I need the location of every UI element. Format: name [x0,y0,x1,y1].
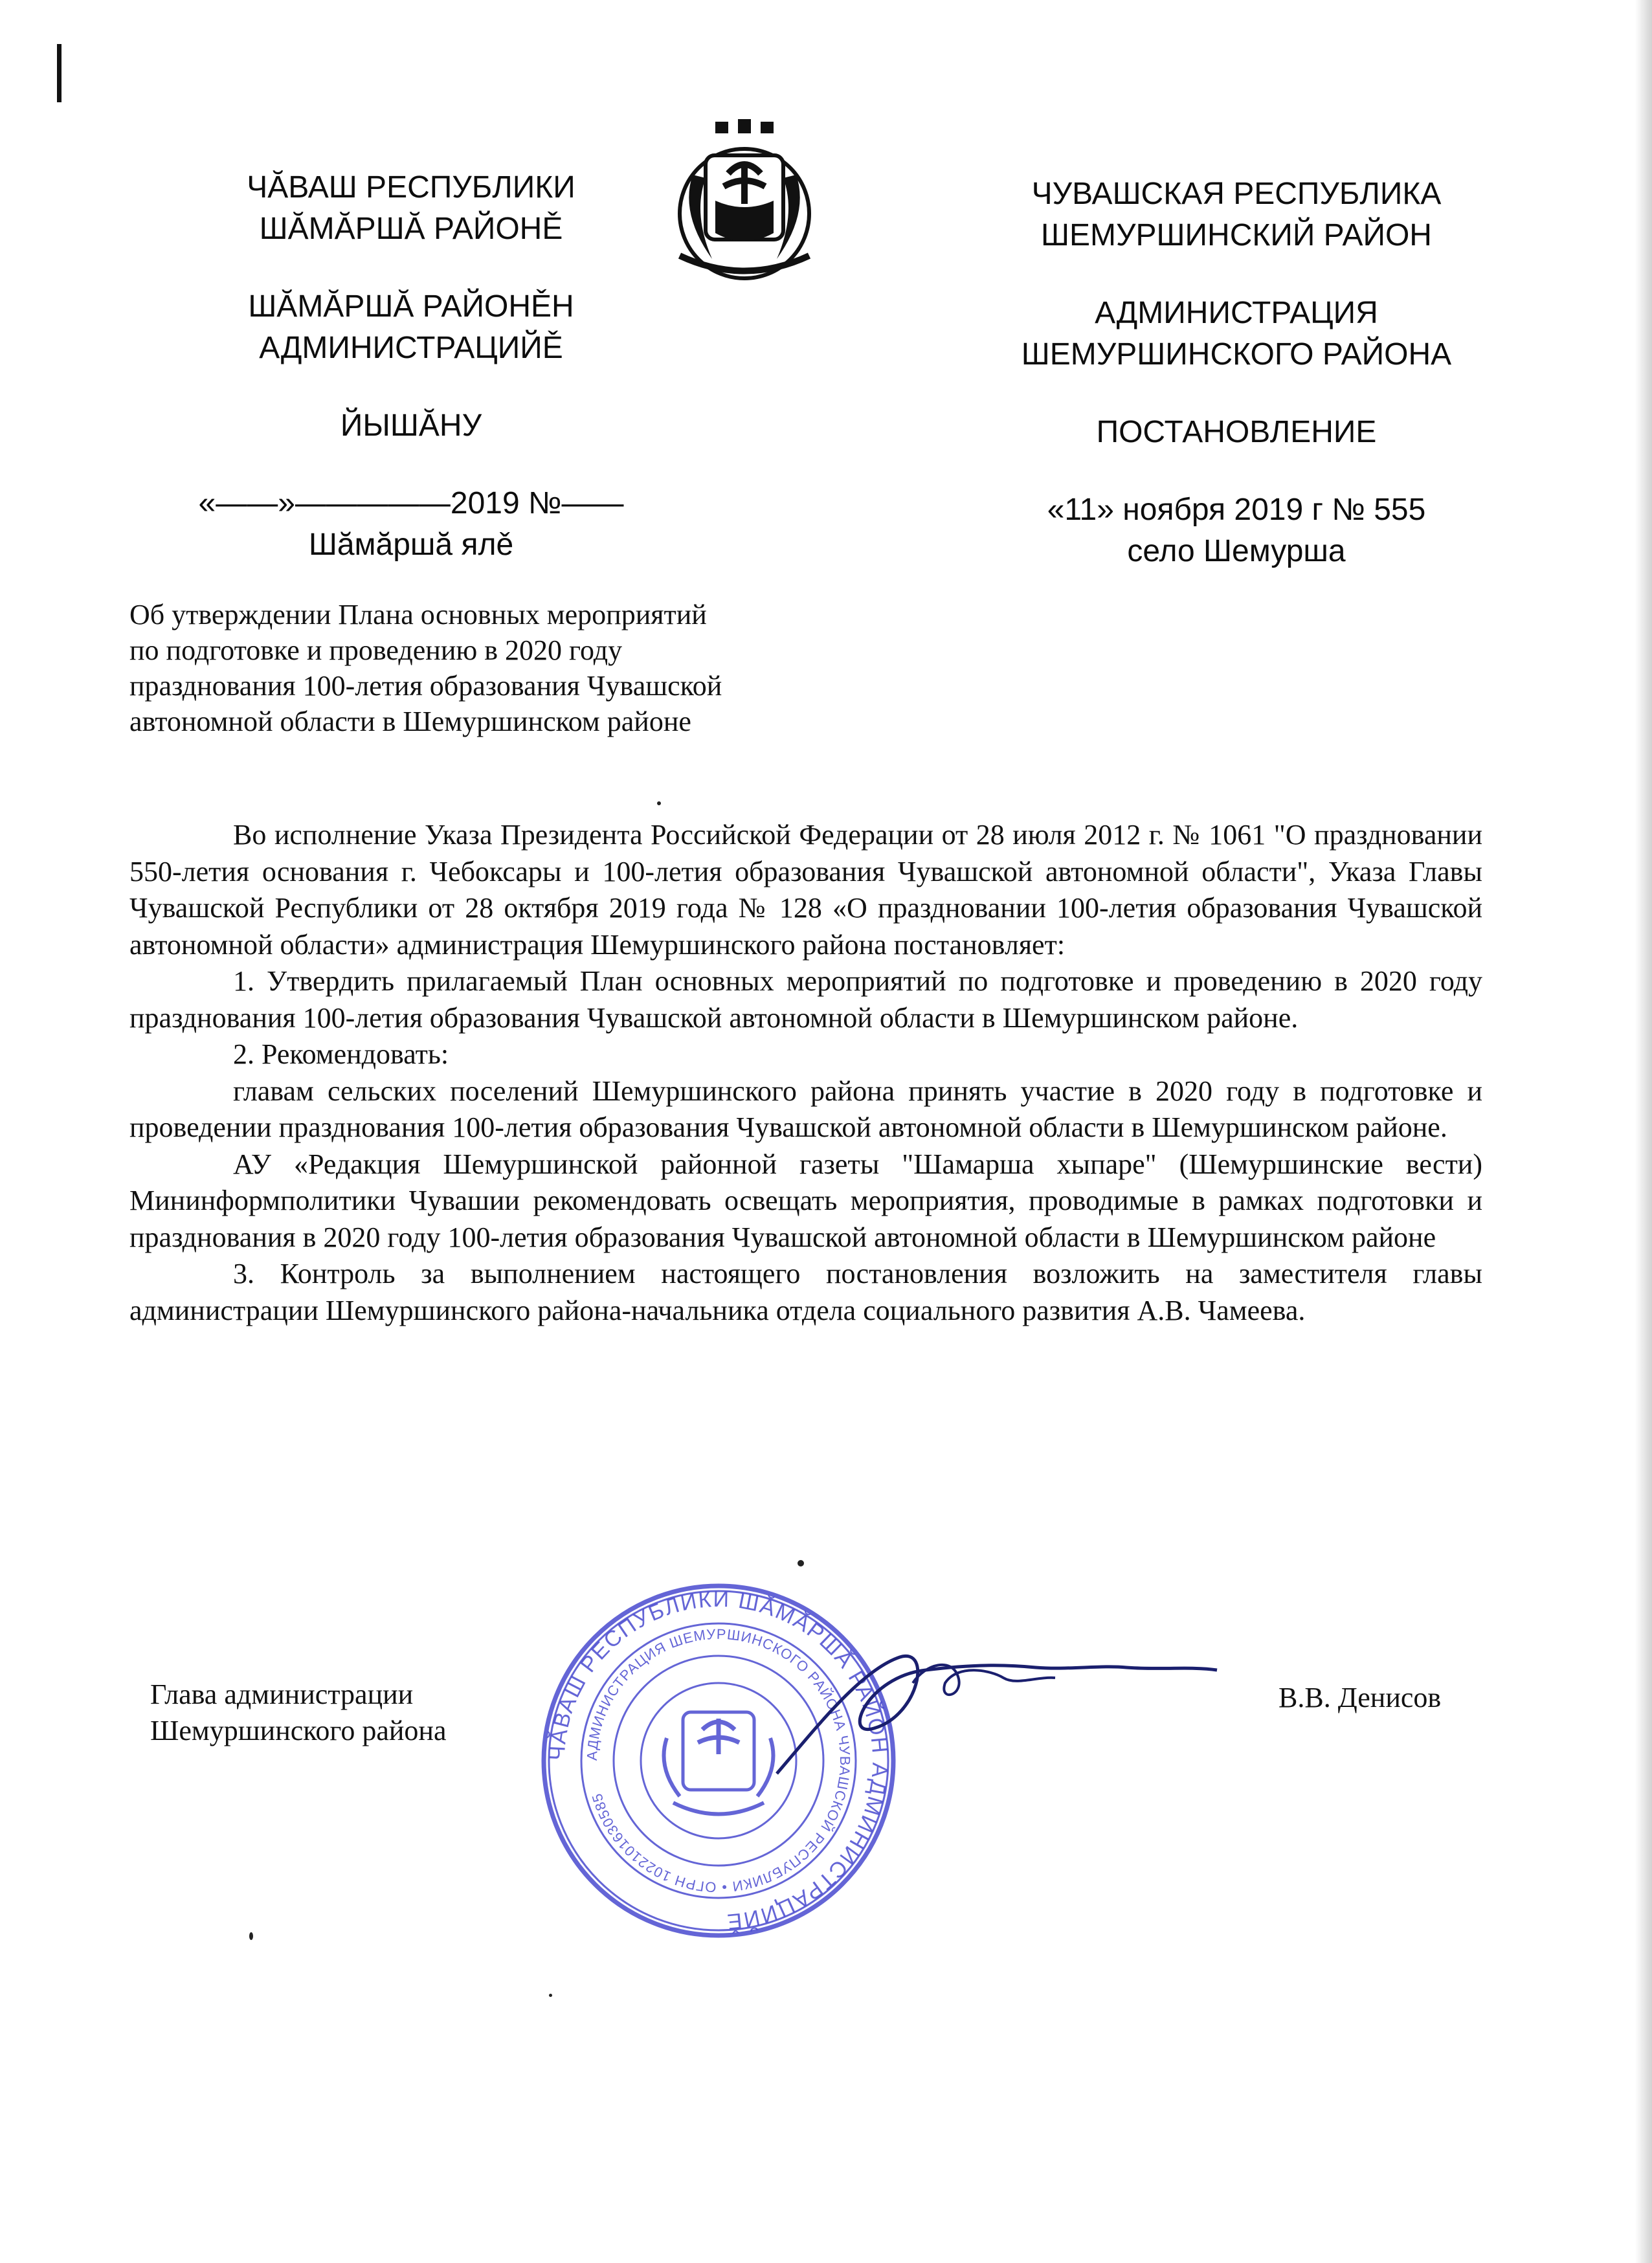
signature-position [150,1677,447,1749]
stamp-outer-text: ЧĂВАШ РЕСПУБЛИКИ ШĂМĂРШĂ РАЙОН АДМИНИСТРАЦИЙĚ [544,1587,893,1934]
scan-speck [549,1994,552,1997]
header-left-place: Шăмăршă ялě [308,528,514,562]
title-line4: автономной области в Шемуршинском районе [129,706,691,737]
header-right-line1: ЧУВАШСКАЯ РЕСПУБЛИКА [1031,177,1442,211]
signature-position-line2: Шемуршинского района [150,1715,447,1746]
header-right-line3: АДМИНИСТРАЦИЯ [1095,296,1378,330]
scan-speck [249,1932,253,1940]
header-right-place: село Шемурша [1127,534,1346,568]
header-left-line1: ЧĂВАШ РЕСПУБЛИКИ [247,170,575,205]
signatory-name: В.В. Денисов [1278,1682,1442,1713]
header-left-line3: ШĂМĂРШĂ РАЙОНĚН [248,289,574,324]
header-right-doc-type: ПОСТАНОВЛЕНИЕ [1096,415,1377,449]
body-paragraph-item2: 2. Рекомендовать: [233,1038,449,1070]
scan-edge-shadow [1635,0,1652,2263]
body-paragraph-item1: 1. Утвердить прилагаемый План основных мероприятий по подготовке и проведению в 2020 году празднования 100-летия образования Чувашской автономной области в Шемуршинском районе. [129,965,1482,1034]
title-line3: празднования 100-летия образования Чувашской [129,670,722,702]
stamp-inner-text: АДМИНИСТРАЦИЯ ШЕМУРШИНСКОГО РАЙОНА ЧУВАШСКОЙ РЕСПУБЛИКИ • ОГРН 1022101630585 [583,1625,854,1896]
coat-of-arms-emblem [654,117,835,285]
body-paragraph-recommend-settlements: главам сельских поселений Шемуршинского района принять участие в 2020 году в подготовке и проведении празднования 100-летия образования Чувашской автономной области в Шемуршинском районе. [129,1075,1482,1143]
header-left [149,167,673,566]
header-right [926,173,1547,572]
header-right-line2: ШЕМУРШИНСКИЙ РАЙОН [1041,218,1432,252]
handwritten-signature [764,1618,1230,1787]
scan-speck [798,1560,804,1566]
title-line1: Об утверждении Плана основных мероприятий [129,599,707,630]
signature-position-line1: Глава администрации [150,1678,414,1710]
title-line2: по подготовке и проведению в 2020 году [129,634,623,666]
body-paragraph-preamble: Во исполнение Указа Президента Российской Федерации от 28 июля 2012 г. № 1061 "О праздновании 550-летия основания г. Чебоксары и 100-летия образования Чувашской автономной области", Указа Главы Чувашской Республики от 28 октября 2019 года № 128 «О праздновании 100-летия образования Чувашской автономной области» администрация Шемуршинского района постановляет: [129,819,1482,961]
header-left-doc-type: ЙЫШĂНУ [340,408,482,443]
document-title [129,597,809,739]
header-right-date-line: «11» ноября 2019 г № 555 [1047,493,1426,527]
header-left-line4: АДМИНИСТРАЦИЙĚ [259,331,563,365]
body-paragraph-item3: 3. Контроль за выполнением настоящего постановления возложить на заместителя главы администрации Шемуршинского района-начальника отдела социального развития А.В. Чамеева. [129,1258,1482,1326]
document-body [129,817,1482,1329]
body-paragraph-recommend-newspaper: АУ «Редакция Шемуршинской районной газеты "Шамарша хыпаре" (Шемуршинские вести) Мининформполитики Чувашии рекомендовать освещать мероприятия, проводимые в рамках подготовки и празднования в 2020 году 100-летия образования Чувашской автономной области в Шемуршинском районе [129,1148,1482,1253]
header-left-line2: ШĂМĂРШĂ РАЙОНĚ [259,212,563,246]
header-right-line4: ШЕМУРШИНСКОГО РАЙОНА [1021,337,1452,372]
header-left-date-line: «——»—————2019 №—— [198,486,624,520]
scan-mark [57,44,61,102]
scan-speck [657,801,661,805]
